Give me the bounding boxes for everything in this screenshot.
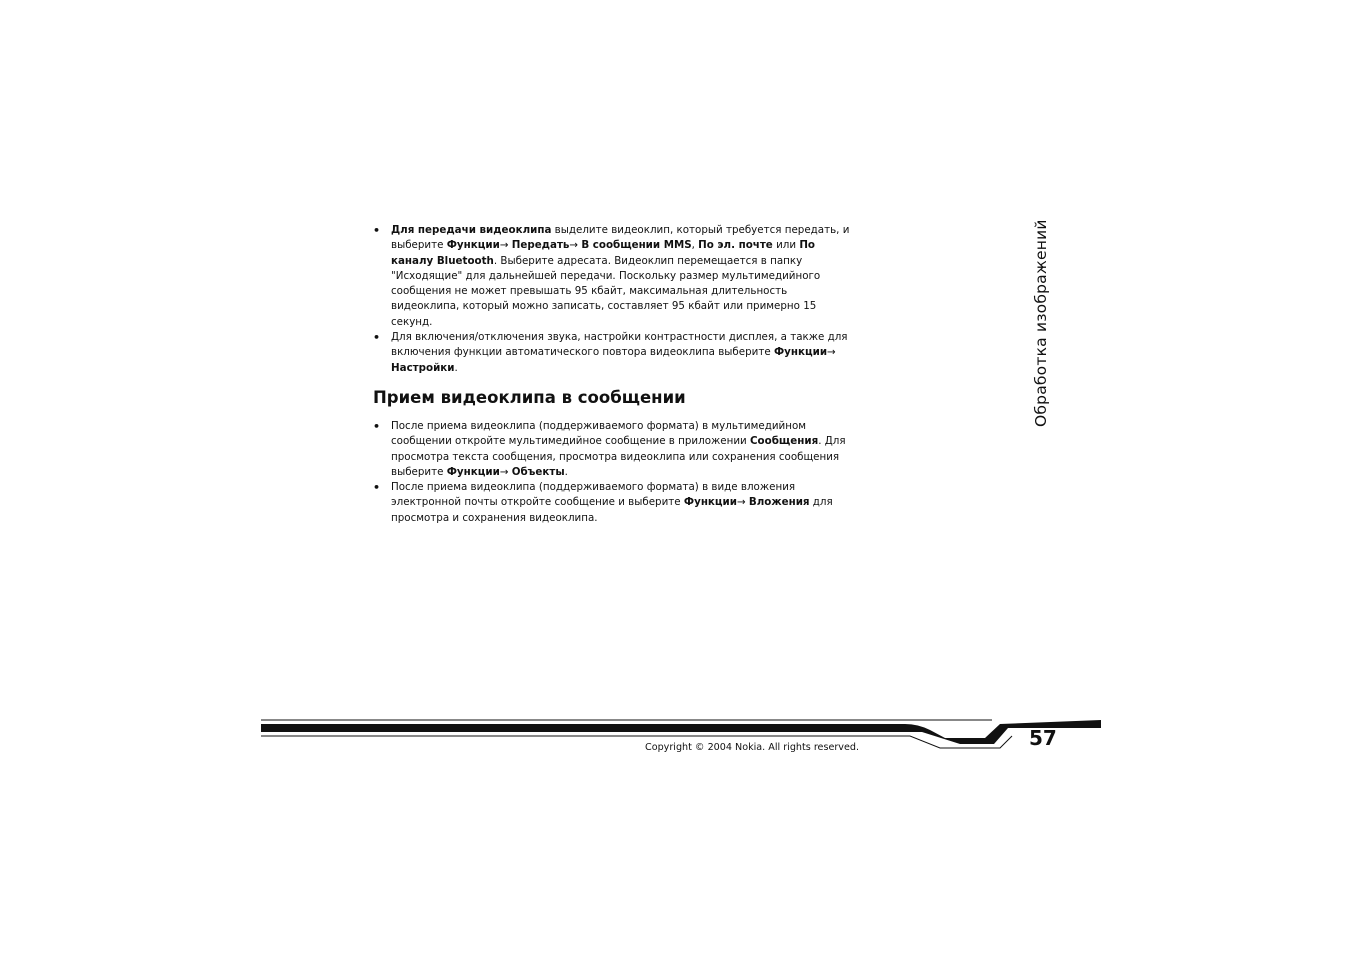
text-run: После приема видеоклипа (поддерживаемого формата) в виде вложения электронной почты откройте сообщение и выберите xyxy=(391,481,796,509)
text-run: После приема видеоклипа (поддерживаемого формата) в мультимедийном сообщении откройте мультимедийное сообщение в приложении xyxy=(391,419,807,448)
bullet-dot-icon: • xyxy=(373,419,381,433)
bold-term: Настройки xyxy=(391,361,455,374)
bold-term: Вложения xyxy=(748,496,810,509)
text-run: Для включения/отключения звука, настройки контрастности дисплея, а также для включения функции автоматического повтора видеоклипа выберите xyxy=(391,331,848,359)
text-run: . xyxy=(564,465,568,478)
bold-term: Передать xyxy=(511,239,570,252)
text-run: → xyxy=(499,465,512,478)
bold-term: Функции xyxy=(683,496,737,509)
bold-term: Сообщения xyxy=(750,435,819,448)
text-run: для просмотра и сохранения видеоклипа. xyxy=(391,496,833,524)
bold-term: Функции xyxy=(446,239,500,252)
page-number: 57 xyxy=(1029,726,1057,750)
chapter-side-title: Обработка изображений xyxy=(1032,219,1050,427)
bullet-dot-icon: • xyxy=(373,224,381,237)
bullet-dot-icon: • xyxy=(373,331,381,345)
text-run: → xyxy=(569,239,582,252)
text-run: → xyxy=(499,239,512,252)
footer-thin-line-bottom xyxy=(261,736,1012,748)
text-run: . Выберите адресата. Видеоклип перемещается в папку "Исходящие" для дальнейшей передачи. Поскольку размер мультимедийного сообщения не может превышать 95 кбайт, максимальная длительность видеоклипа, который можно записать, составляет 95 кбайт или примерно 15 секунд. xyxy=(391,254,821,328)
bold-term: Для передачи видеоклипа xyxy=(391,224,552,236)
text-run: . Для просмотра текста сообщения, просмотра видеоклипа или сохранения сообщения выберите xyxy=(391,435,846,478)
text-run: выделите видеоклип, который требуется передать, и выберите xyxy=(391,224,850,252)
section-heading: Прием видеоклипа в сообщении xyxy=(373,387,686,407)
bold-term: По каналу Bluetooth xyxy=(391,239,816,267)
text-run: → xyxy=(736,496,749,509)
text-run: → xyxy=(827,346,836,359)
bold-term: Функции xyxy=(773,346,828,359)
text-run: , xyxy=(691,239,699,252)
text-run: . xyxy=(454,361,458,374)
bold-term: В сообщении MMS xyxy=(581,239,692,252)
bold-term: Объекты xyxy=(511,465,565,478)
copyright-text: Copyright © 2004 Nokia. All rights reserved. xyxy=(645,742,860,753)
text-run: или xyxy=(772,239,800,252)
bullet-dot-icon: • xyxy=(373,481,381,495)
footer-thick-band xyxy=(261,720,1101,744)
bold-term: Функции xyxy=(446,465,500,478)
bold-term: По эл. почте xyxy=(698,239,773,252)
